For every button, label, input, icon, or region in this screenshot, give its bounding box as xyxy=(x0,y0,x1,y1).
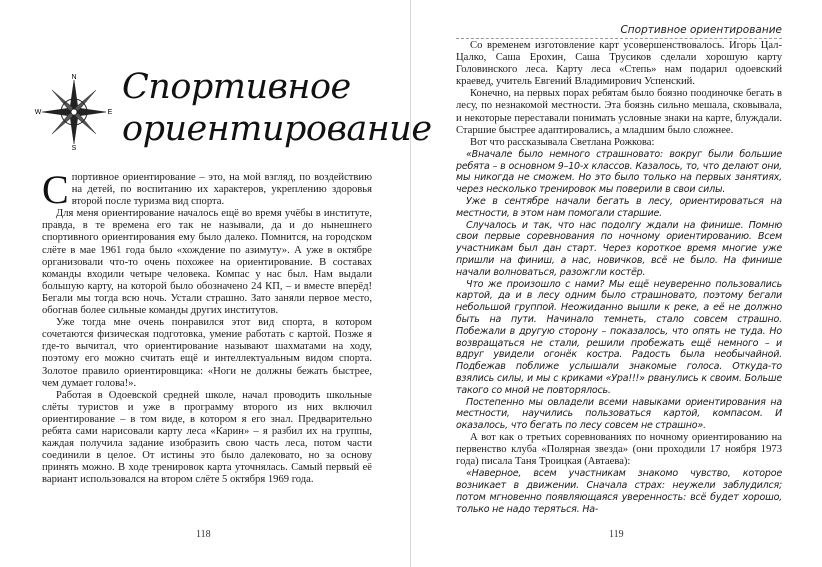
chapter-title xyxy=(122,66,432,150)
right-body-text xyxy=(456,40,782,515)
page-number-left: 118 xyxy=(196,529,211,540)
quote-paragraph: Постепенно мы овладели всеми навыками ориентирования на местности, научились пользоваться картой, компасом. И оказалось, что бегать по лесу совсем не страшно». xyxy=(456,396,782,432)
quote-paragraph: «Наверное, всем участникам знакомо чувство, которое возникает в движении. Сначала страх: неужели заблудился; потом мгновенно появляющаяся уверенность: всё будет хорошо, только не надо теряться. На- xyxy=(456,468,782,515)
paragraph: Вот что рассказывала Светлана Рожкова: xyxy=(470,136,655,148)
compass-letter-w: W xyxy=(34,109,42,116)
page-number-right: 119 xyxy=(609,529,624,540)
compass-letter-e: E xyxy=(107,109,113,116)
quote-paragraph: «Вначале было немного страшновато: вокруг были большие ребята – в основном 9–10-х классов. Казалось, то, что делают они, мы никогда не сможем. Но это было только на первых занятиях, через несколько тренировок мы поверили в свои силы. xyxy=(456,148,782,196)
running-head: Спортивное ориентирование xyxy=(620,24,782,36)
chapter-title-line-1: Спортивное xyxy=(122,67,351,107)
paragraph: Работая в Одоевской средней школе, начал проводить школьные слёты туристов и уже в программу второго из них включил ориентирование – в том виде, в котором я его знал. Предварительно ребята сами нарисовали карту леса «Карин» – я разбил их на группы, каждая получила задание изобразить свою часть леса, потом части соединили в целое. От истины это было далековато, но за основу принять можно. В ходе тренировок карта уточнялась. Самый первый её вариант использовался на втором слёте 5 октября 1969 года. xyxy=(42,389,372,486)
left-body-text xyxy=(42,167,372,486)
quote-paragraph: Что же произошло с нами? Мы ещё неуверенно пользовались картой, да и в лесу одним было страшновато, поэтому бегали небольшой группой. Неожиданно вышли к реке, а её не должно быть на пути. Начинало темнеть, стало совсем страшно. Побежали в другую сторону – показалось, что опять не туда. Но возвращаться не стали, решили пробежать ещё немного – и вдруг увидели огонёк костра. Радость была необычайной. Подбежав поближе услышали знакомые голоса. Откуда-то взялись силы, и мы с криками «Ура!!!» рванулись к своим. Больше такого со мной не повторялось. xyxy=(456,278,782,396)
paragraph: Конечно, на первых порах ребятам было боязно поодиночке бегать в лесу, по незнакомой местности. Эта боязнь сильно мешала, сковывала, и некоторые переставали понимать условные знаки на карте, блуждали. Старшие быстрее адаптировались, а младшим было сложнее. xyxy=(456,88,782,136)
quote-paragraph: Уже в сентябре начали бегать в лесу, ориентироваться на местности, в этом нам помогали старшие. xyxy=(456,196,782,219)
drop-cap: С xyxy=(42,167,69,212)
paragraph: Для меня ориентирование началось ещё во время учёбы в институте, правда, в те времена его так не называли, да и до нынешнего спортивного ориентирования ему было далеко. Помнится, на городском слёте в мае 1961 года было «хождение по азимуту». А уже в октябре организовали что-то очень похожее на ориентирование. В составах команды входили четыре человека. Компас у нас был. Нам выдали большую карту, на которой было обозначено 24 КП, – и вместе вперёд! Бегали мы тогда всю ночь. Устали страшно. Зато заняли первое место, обогнав более сильные команды других институтов. xyxy=(42,208,372,317)
compass-letter-s: S xyxy=(71,145,77,152)
chapter-title-line-2: ориентирование xyxy=(122,109,432,149)
paragraph xyxy=(42,167,372,212)
paragraph: Уже тогда мне очень понравился этот вид спорта, в котором сочетаются физическая подготовка, умение работать с картой. Позже я где-то вычитал, что ориентирование называют шахматами на ходу, поэтому его можно считать ещё и интеллектуальным видом спорта. Золотое правило ориентировщика: «Ноги не должны бежать быстрее, чем думает голова!». xyxy=(42,317,372,389)
compass-rose-icon xyxy=(36,74,112,150)
paragraph: А вот как о третьих соревнованиях по ночному ориентированию на первенство клуба «Полярная звезда» (они проходили 17 ноября 1973 года) писала Таня Троицкая (Автаева): xyxy=(456,431,782,468)
compass-letter-n: N xyxy=(71,74,77,81)
running-head-rule xyxy=(456,38,782,39)
quote-paragraph: Случалось и так, что нас подолгу ждали на финише. Помню свои первые соревнования по ночному ориентированию. Всем участникам был дан старт. Через короткое время многие уже пришли на финиш, а нас, новичков, всё не было. На финише начали волноваться, разожгли костёр. xyxy=(456,219,782,278)
paragraph-text: портивное ориентирование – это, на мой взгляд, по воздействию на детей, по воспитанию их характеров, укреплению здоровья второй после туризма вид спорта. xyxy=(71,172,372,208)
paragraph: Со временем изготовление карт усовершенствовалось. Игорь Цал-Цалко, Саша Ерохин, Саша Трусиков сделали хорошую карту Головинского леса. Карту леса «Степь» нам подарил одоевский краевед, учитель Евгений Владимирович Успенский. xyxy=(456,40,782,88)
